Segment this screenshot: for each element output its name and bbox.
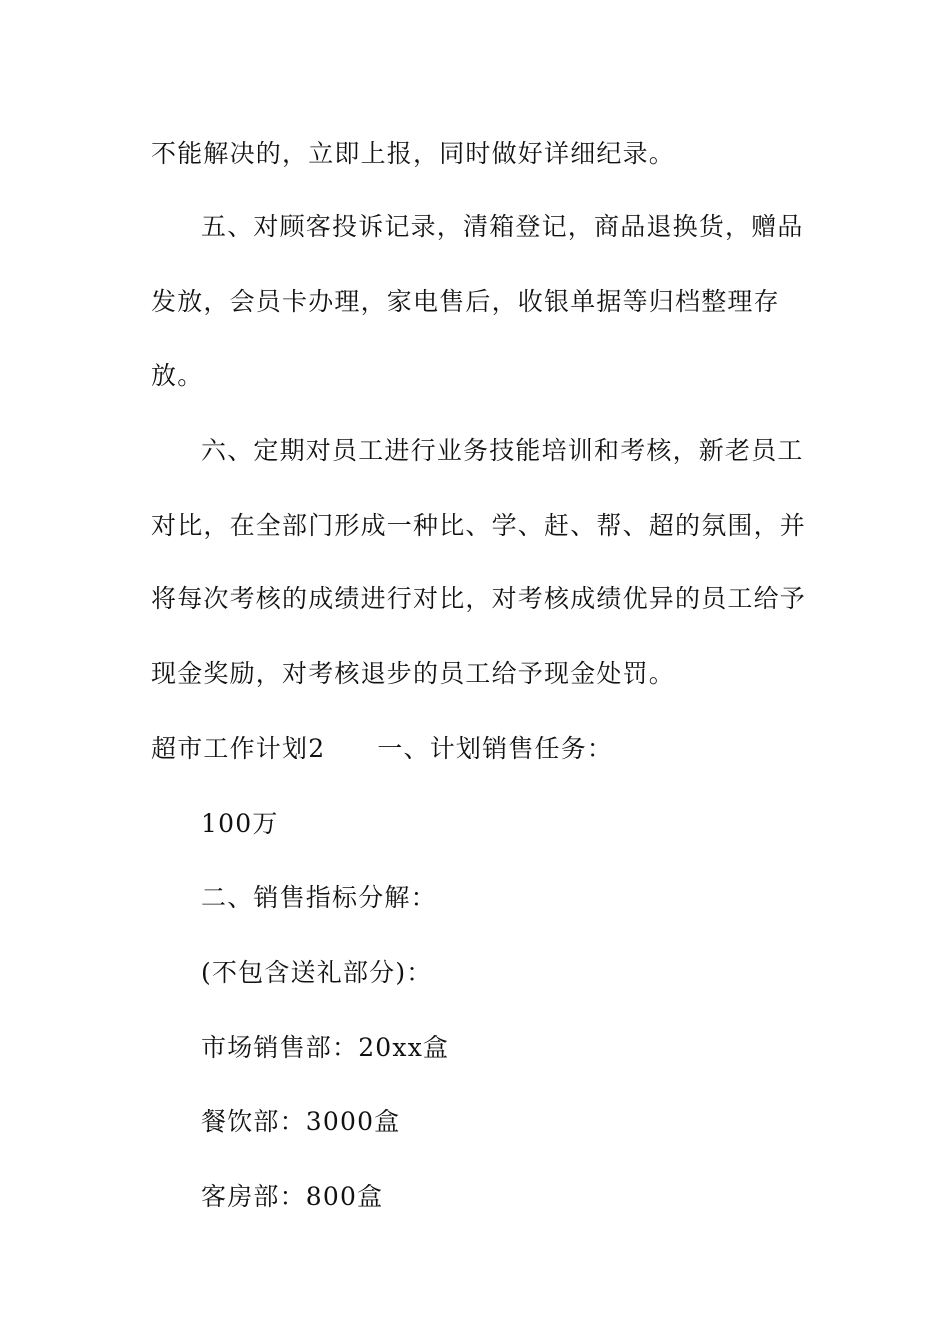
text-line-8: 现金奖励，对考核退步的员工给予现金处罚。 bbox=[151, 659, 676, 688]
item-line-6: 客房部：800盒 bbox=[201, 1182, 384, 1211]
text-line-5: 六、定期对员工进行业务技能培训和考核，新老员工 bbox=[201, 436, 804, 465]
text-line-1: 不能解决的，立即上报，同时做好详细纪录。 bbox=[151, 139, 676, 168]
item-line-4: 市场销售部：20xx盒 bbox=[201, 1033, 450, 1062]
text-line-4: 放。 bbox=[151, 361, 204, 390]
section-item-heading: 一、计划销售任务： bbox=[377, 734, 614, 763]
item-line-5: 餐饮部：3000盒 bbox=[201, 1107, 401, 1136]
text-line-3: 发放，会员卡办理，家电售后，收银单据等归档整理存 bbox=[151, 287, 780, 316]
text-line-2: 五、对顾客投诉记录，清箱登记，商品退换货，赠品 bbox=[201, 212, 804, 241]
item-line-1: 100万 bbox=[201, 809, 279, 838]
item-line-2: 二、销售指标分解： bbox=[201, 883, 437, 912]
section-heading-row bbox=[151, 731, 801, 767]
text-line-6: 对比，在全部门形成一种比、学、赶、帮、超的氛围，并 bbox=[151, 511, 807, 540]
text-line-7: 将每次考核的成绩进行对比，对考核成绩优异的员工给予 bbox=[151, 584, 807, 613]
section-title: 超市工作计划2 bbox=[151, 734, 326, 763]
item-line-3: (不包含送礼部分)： bbox=[201, 958, 433, 987]
